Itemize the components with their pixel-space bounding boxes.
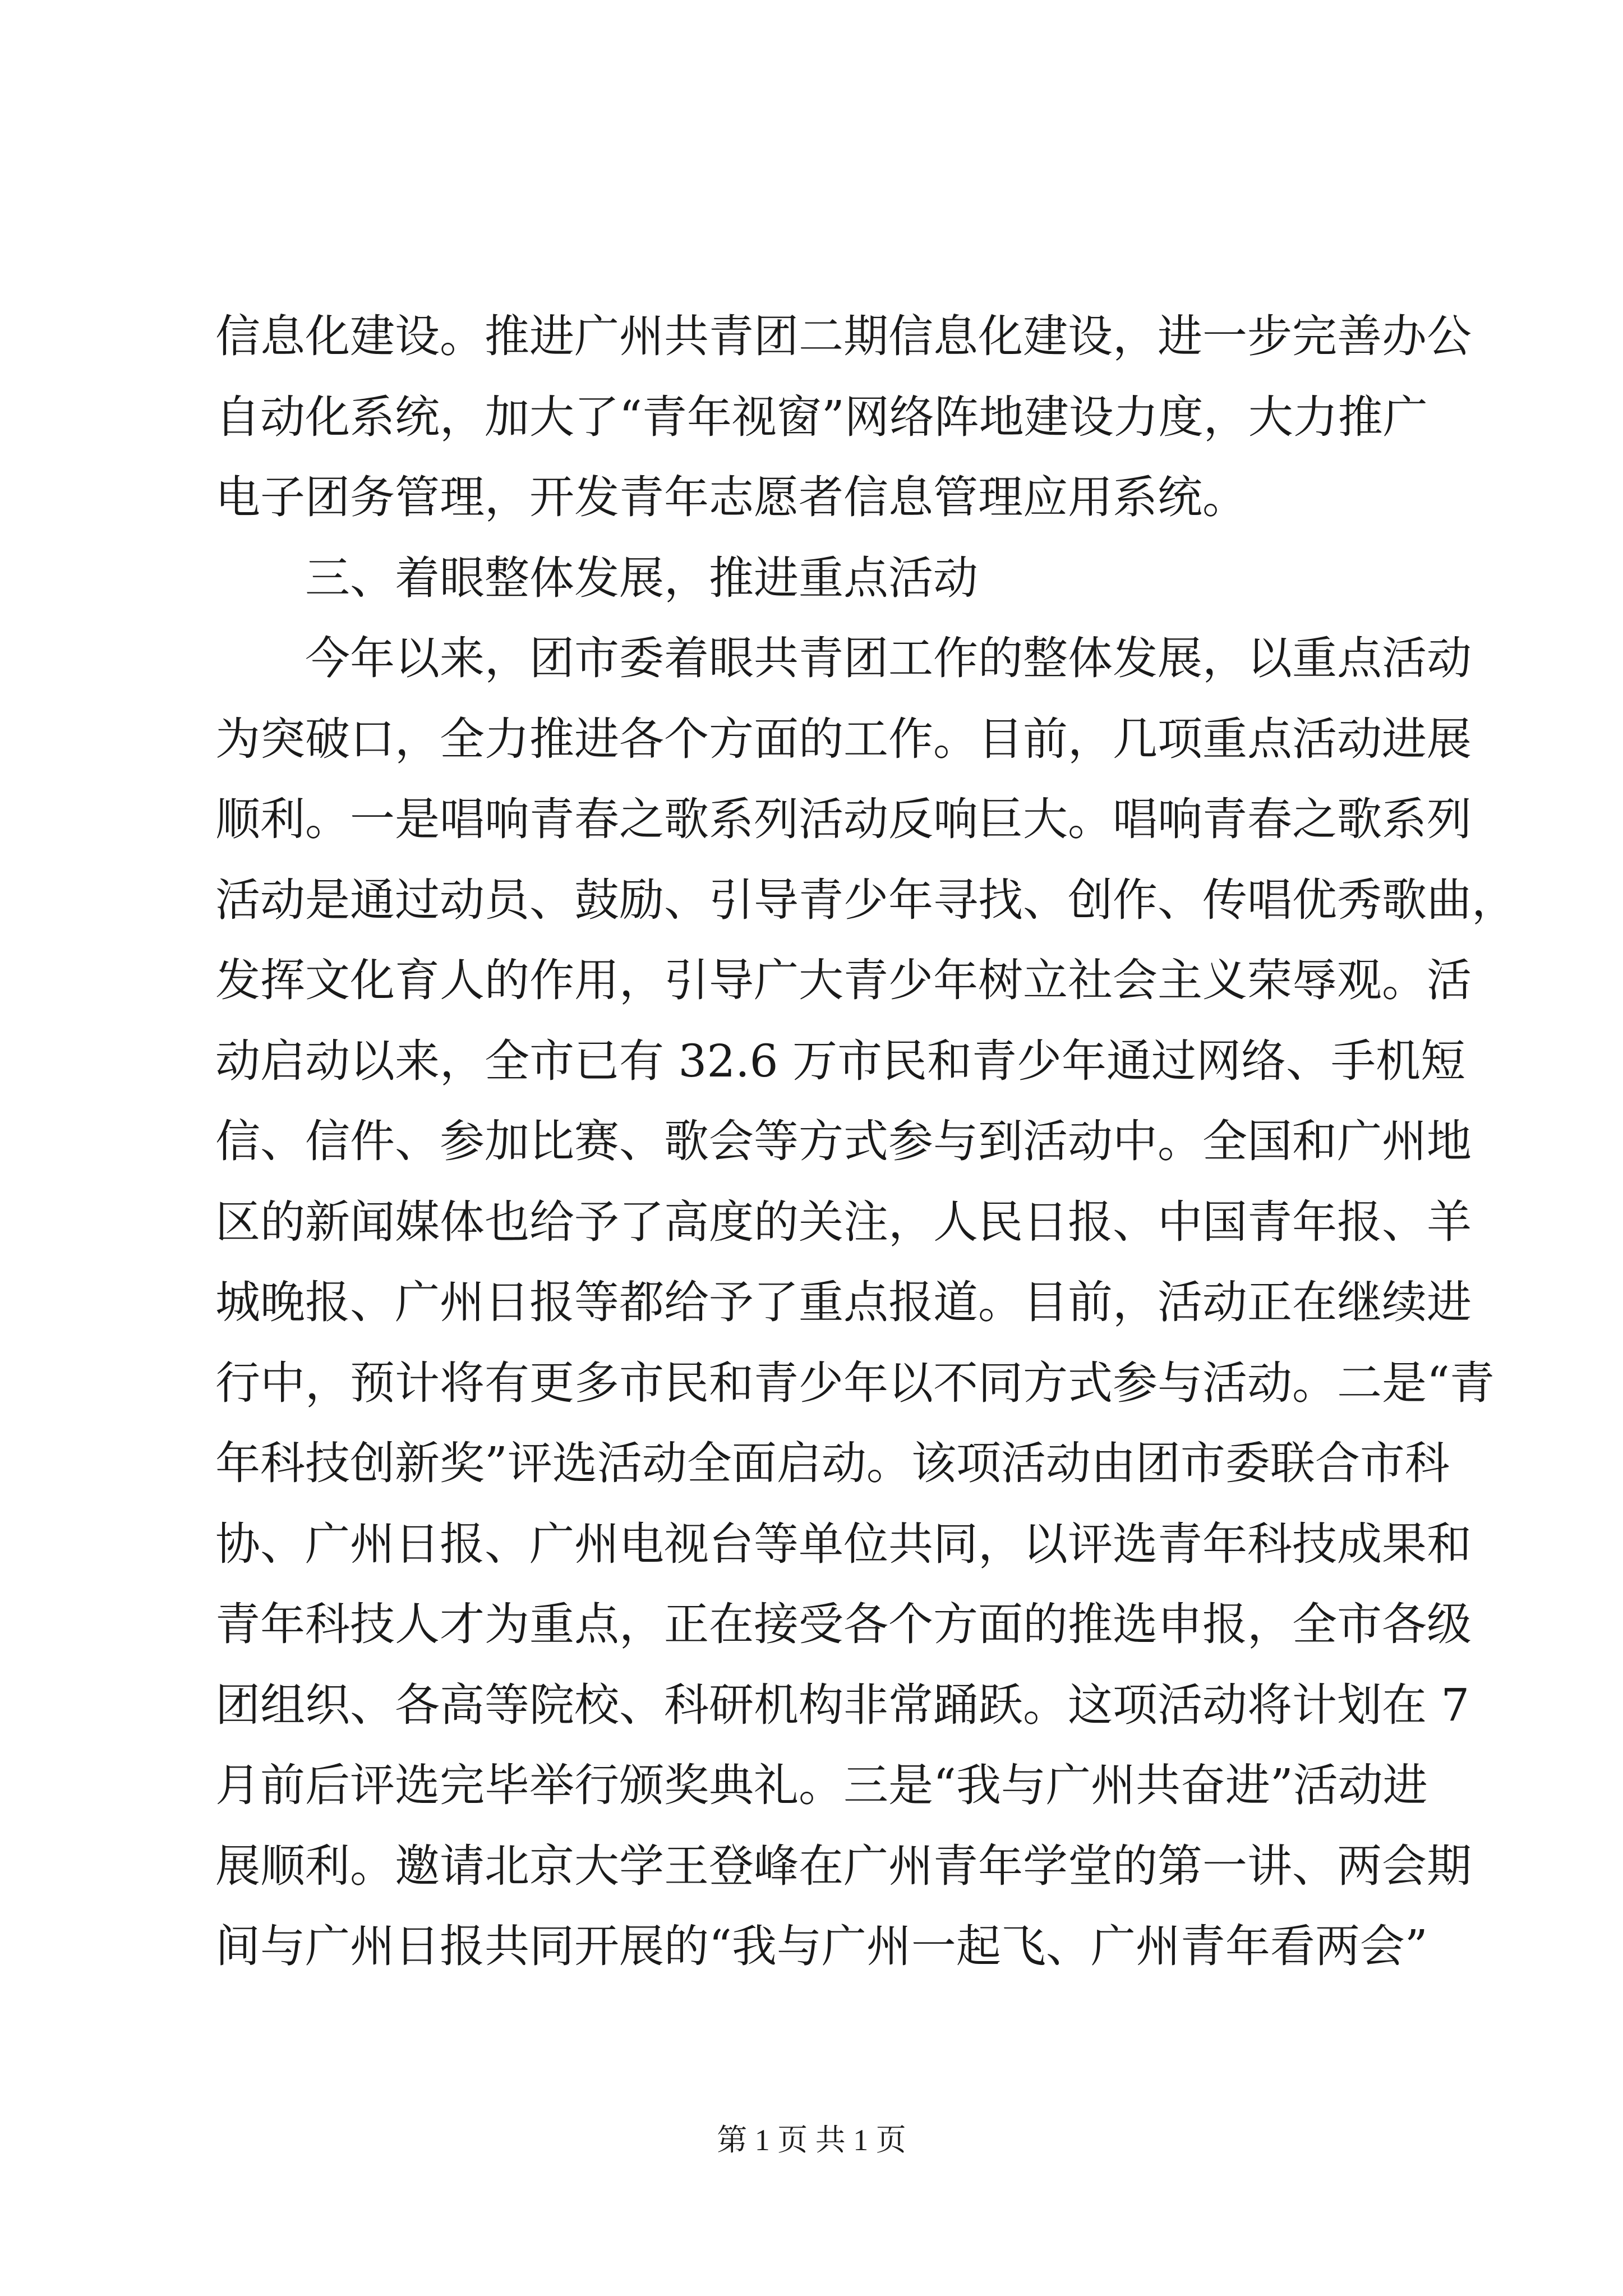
paragraph-2-line-16: 展顺利。邀请北京大学王登峰在广州青年学堂的第一讲、两会期 — [215, 1839, 1472, 1892]
paragraph-2-line-17: 间与广州日报共同开展的“我与广州一起飞、广州青年看两会” — [215, 1920, 1428, 1972]
paragraph-1-line-1: 信息化建设。推进广州共青团二期信息化建设，进一步完善办公 — [215, 310, 1472, 362]
paragraph-2-line-3: 顺利。一是唱响青春之歌系列活动反响巨大。唱响青春之歌系列 — [215, 793, 1472, 845]
paragraph-2-line-9: 城晚报、广州日报等都给予了重点报道。目前，活动正在继续进 — [215, 1276, 1472, 1328]
paragraph-2-line-5: 发挥文化育人的作用，引导广大青少年树立社会主义荣辱观。活 — [215, 954, 1472, 1006]
paragraph-1-line-2: 自动化系统，加大了“青年视窗”网络阵地建设力度，大力推广 — [215, 390, 1428, 443]
paragraph-2-line-10: 行中，预计将有更多市民和青少年以不同方式参与活动。二是“青 — [215, 1356, 1495, 1409]
paragraph-2-line-4: 活动是通过动员、鼓励、引导青少年寻找、创作、传唱优秀歌曲， — [215, 873, 1516, 926]
paragraph-2-line-1: 今年以来，团市委着眼共青团工作的整体发展，以重点活动 — [305, 632, 1472, 684]
page-number-label: 第 1 页 共 1 页 — [717, 2123, 906, 2157]
paragraph-2-line-6: 动启动以来，全市已有 32.6 万市民和青少年通过网络、手机短 — [215, 1034, 1465, 1087]
paragraph-2-line-11: 年科技创新奖”评选活动全面启动。该项活动由团市委联合市科 — [215, 1437, 1450, 1489]
paragraph-2-line-13: 青年科技人才为重点，正在接受各个方面的推选申报，全市各级 — [215, 1598, 1472, 1650]
document-body — [215, 296, 1516, 1987]
page-footer — [0, 2120, 1623, 2160]
paragraph-2-line-15: 月前后评选完毕举行颁奖典礼。三是“我与广州共奋进”活动进 — [215, 1759, 1428, 1811]
paragraph-2-line-7: 信、信件、参加比赛、歌会等方式参与到活动中。全国和广州地 — [215, 1115, 1472, 1167]
paragraph-2-line-14: 团组织、各高等院校、科研机构非常踊跃。这项活动将计划在 7 — [215, 1678, 1470, 1731]
paragraph-2-line-2: 为突破口，全力推进各个方面的工作。目前，几项重点活动进展 — [215, 712, 1472, 765]
paragraph-2-line-8: 区的新闻媒体也给予了高度的关注，人民日报、中国青年报、羊 — [215, 1195, 1472, 1248]
paragraph-2-line-12: 协、广州日报、广州电视台等单位共同，以评选青年科技成果和 — [215, 1517, 1472, 1570]
paragraph-1-line-3: 电子团务管理，开发青年志愿者信息管理应用系统。 — [215, 471, 1247, 523]
section-heading: 三、着眼整体发展，推进重点活动 — [305, 551, 978, 604]
